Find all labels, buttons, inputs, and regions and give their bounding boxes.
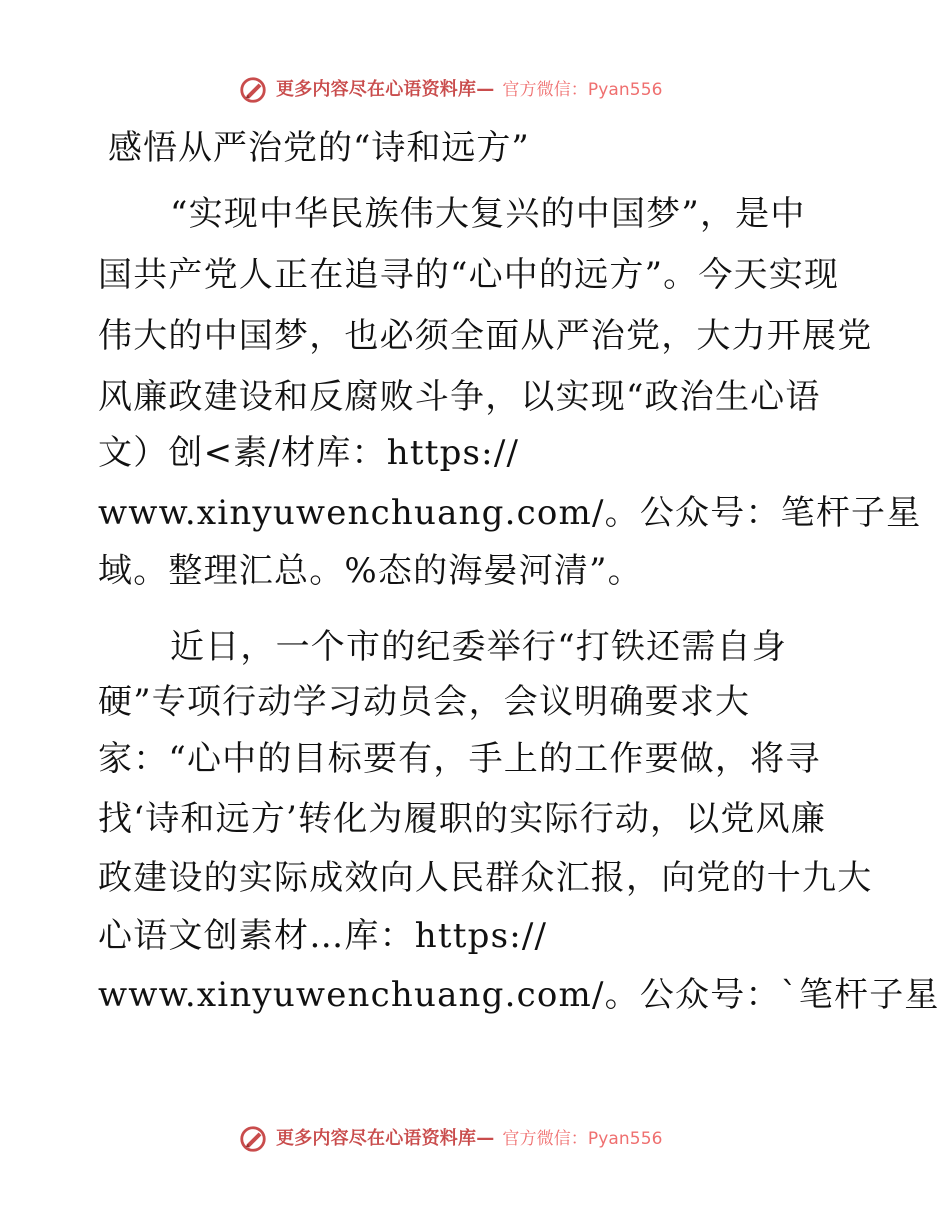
body-line-7: 域。整理汇总。%态的海晏河清”。 <box>98 551 643 591</box>
top-watermark-main: 更多内容尽在心语资料库— <box>276 79 495 100</box>
document-title: 感悟从严治党的“诗和远方” <box>108 128 530 168</box>
body-line-11: 找‘诗和远方’转化为履职的实际行动，以党风廉 <box>98 799 827 839</box>
bottom-watermark-wechat: 官方微信：Pyan556 <box>502 1129 663 1149</box>
body-line-6: www.xinyuwenchuang.com/。公众号：笔杆子星 <box>98 493 922 533</box>
body-line-14: www.xinyuwenchuang.com/。公众号：`笔杆子星 <box>98 975 940 1015</box>
body-line-13: 心语文创素材…库：https:// <box>98 916 548 956</box>
top-watermark-text <box>276 81 663 99</box>
bottom-watermark <box>238 1124 663 1154</box>
bottom-watermark-text <box>276 1130 663 1148</box>
body-line-1: “实现中华民族伟大复兴的中国梦”，是中 <box>170 194 806 234</box>
body-line-9: 硬”专项行动学习动员会，会议明确要求大 <box>98 682 751 722</box>
body-line-2: 国共产党人正在追寻的“心中的远方”。今天实现 <box>98 255 840 295</box>
body-line-3: 伟大的中国梦，也必须全面从严治党，大力开展党 <box>98 316 873 356</box>
bottom-watermark-main: 更多内容尽在心语资料库— <box>276 1128 495 1149</box>
body-line-12: 政建设的实际成效向人民群众汇报，向党的十九大 <box>98 858 873 898</box>
body-line-5: 文）创<素/材库：https:// <box>98 433 520 473</box>
pen-logo-icon <box>238 75 268 105</box>
top-watermark <box>238 75 663 105</box>
body-line-4: 风廉政建设和反腐败斗争，以实现“政治生心语 <box>98 377 821 417</box>
top-watermark-wechat: 官方微信：Pyan556 <box>502 80 663 100</box>
body-line-8: 近日，一个市的纪委举行“打铁还需自身 <box>170 627 787 667</box>
pen-logo-icon <box>238 1124 268 1154</box>
body-line-10: 家：“心中的目标要有，手上的工作要做，将寻 <box>98 739 821 779</box>
